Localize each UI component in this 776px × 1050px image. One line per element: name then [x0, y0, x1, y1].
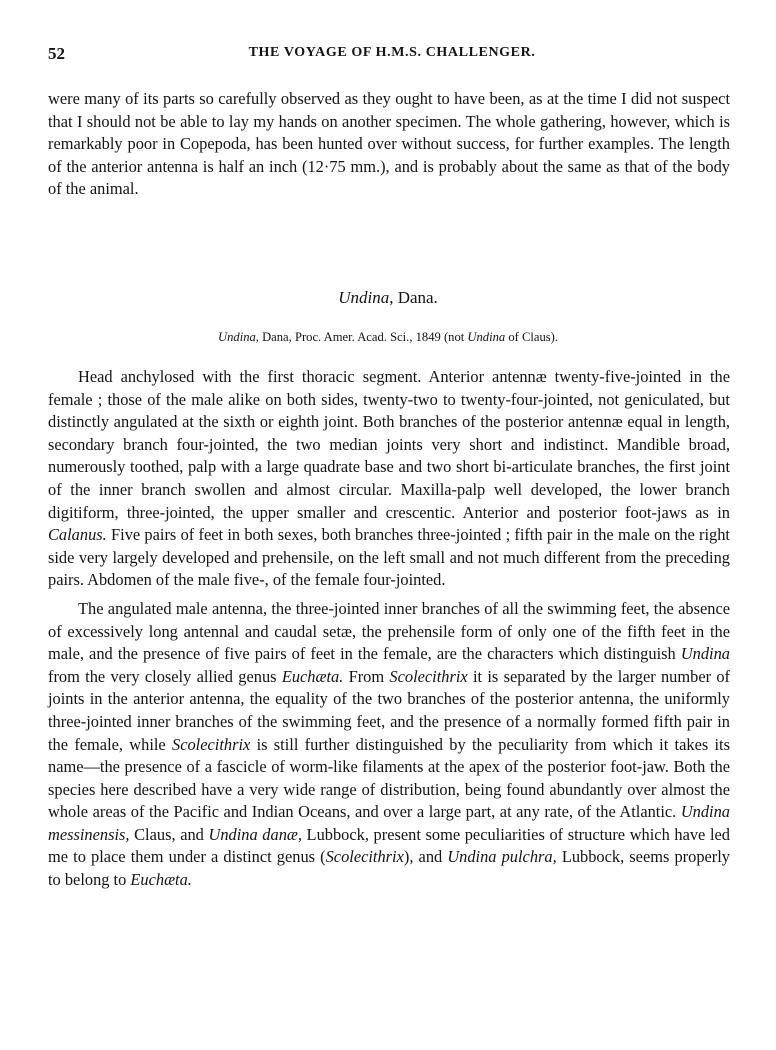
p2-text-e: is still further distinguished by the peculiarity from which it takes its name—the presence of a fascicle of worm-like filaments at the apex of the posterior foot-jaw. Both the species here described have a very wide range of distribution, being found abundantly over almost the whole areas of the Pacific and Indian Oceans, and over a large part, at any rate, of the Atlantic. [48, 734, 730, 822]
p2-danae: Undina danæ, [208, 824, 302, 844]
page-header [48, 44, 736, 66]
genus-heading [0, 288, 776, 308]
p2-scolecithrix-3: Scolecithrix [325, 847, 404, 867]
p2-undina: Undina [680, 644, 730, 664]
p2-scolecithrix-2: Scolecithrix [172, 734, 251, 754]
p2-messinensis: Undina messinensis, [48, 802, 730, 844]
p2-pulchra: Undina pulchra, [447, 847, 557, 867]
p2-text-h: ), and [403, 847, 448, 867]
p1-text-a: Head anchylosed with the first thoracic segment. Anterior antennæ twenty-five-jointed in the female ; those of the male alike on both sides, twenty-two to twenty-four-jointed, not geniculated, but distinctly angulated at the sixth or eighth joint. Both branches of the posterior antennæ equal in length, secondary branch four-jointed, the two median joints very short and indistinct. Mandible broad, numerously toothed, palp with a large quadrate base and two short bi-articulate branches, the first joint of the inner branch swollen and almost circular. Maxilla-palp well developed, the lower branch digitiform, three-jointed, the upper smaller and crescentic. Anterior and posterior foot-jaws as in [48, 367, 730, 522]
p2-text-a: The angulated male antenna, the three-jointed inner branches of all the swimming feet, the absence of excessively long antennal and caudal setæ, the prehensile form of only one of the fifth feet in the male, and the presence of five pairs of feet in the female, are the characters which distinguish [48, 598, 730, 664]
p2-text-f: Claus, and [129, 824, 209, 844]
p1-calanus: Calanus. [48, 525, 107, 545]
description-block [48, 366, 730, 892]
reference-citation: , Dana, Proc. Amer. Acad. Sci., 1849 (not [255, 330, 468, 344]
p2-text-d: it is separated by the larger number of joints in the anterior antenna, the equality of the two branches of the posterior antenna, the uniformly three-jointed inner branches of the swimming feet, and the presence of a normally formed fifth pair in the female, while [48, 666, 730, 754]
description-paragraph-1 [48, 366, 730, 592]
p2-text-c: From [343, 666, 390, 686]
p2-scolecithrix: Scolecithrix [389, 666, 468, 686]
reference-tail: of Claus). [505, 330, 558, 344]
reference-genus-2: Undina [467, 330, 506, 344]
intro-paragraph: were many of its parts so carefully observed as they ought to have been, as at the time I did not suspect that I should not be able to lay my hands on another specimen. The whole gathering, however, which is remarkably poor in Copepoda, has been hunted over without success, for further examples. The length of the anterior antenna is half an inch (12·75 mm.), and is probably about the same as that of the body of the animal. [48, 89, 730, 199]
genus-name: Undina [338, 288, 390, 307]
running-title: THE VOYAGE OF H.M.S. CHALLENGER. [248, 45, 536, 60]
p2-text-g: Lubbock, present some peculiarities of structure which have led me to place them under a distinct genus ( [48, 824, 730, 867]
p2-euchaeta-2: Euchæta. [130, 870, 192, 890]
genus-authority: , Dana. [389, 288, 438, 307]
p2-text-i: Lubbock, seems properly to belong to [48, 847, 730, 890]
p2-euchaeta: Euchæta. [281, 666, 344, 686]
reference-genus: Undina [218, 330, 256, 344]
description-paragraph-2 [48, 598, 730, 892]
genus-reference [0, 330, 776, 345]
intro-paragraph-block [48, 88, 730, 201]
p1-text-b: Five pairs of feet in both sexes, both branches three-jointed ; fifth pair in the male on the right side very largely developed and prehensile, on the left small and not much different from the preceding pairs. Abdomen of the male five-, of the female four-jointed. [48, 525, 730, 590]
p2-text-b: from the very closely allied genus [48, 666, 282, 686]
page-number: 52 [48, 44, 65, 63]
